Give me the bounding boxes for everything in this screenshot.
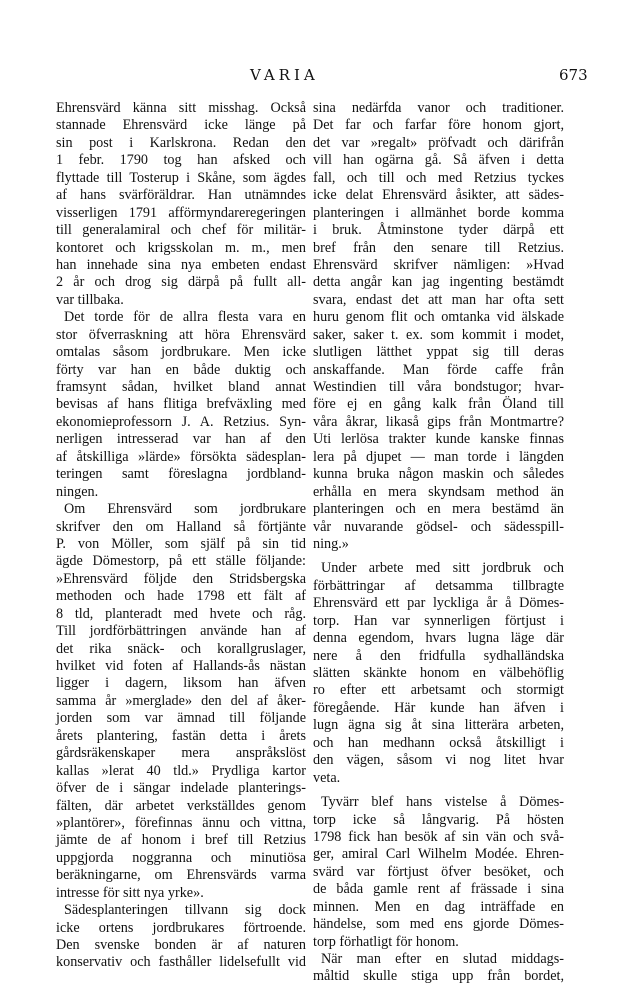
text-line: P. von Möller, som själf på sin tid <box>56 535 306 552</box>
text-line: ekonomieprofessorn J. A. Retzius. Syn- <box>56 413 306 430</box>
text-line: vår nuvarande gödsel- och sädesspill- <box>313 518 564 535</box>
paragraph-gap <box>313 787 564 794</box>
text-line: lugn ägna sig åt sina litterära arbeten, <box>313 717 564 734</box>
text-line: visserligen 1791 afförmyndareregeringen <box>56 204 306 221</box>
text-line: det rika snäck- och korallgruslager, <box>56 640 306 657</box>
text-line: sin post i Karlskrona. Redan den <box>56 134 306 151</box>
text-line: När man efter en slutad middags- <box>321 951 564 967</box>
right-column <box>313 100 564 986</box>
text-line: nere å den fridfulla sydhalländska <box>313 647 564 664</box>
text-line: kontoret och krigsskolan m. m., men <box>56 239 306 256</box>
running-title: VARIA <box>250 66 319 84</box>
text-line: Uti lerlösa trakter kunde kanske finnas <box>313 431 564 448</box>
text-line: jorden som var ämnad till följande <box>56 710 306 727</box>
text-line: i bruk. Åtminstone tyder därpå ett <box>313 222 564 239</box>
text-line: ger, amiral Carl Wilhelm Modée. Ehren- <box>313 846 564 863</box>
text-line: torp. Han var synnerligen förtjust i <box>313 612 564 629</box>
text-line: Till jordförbättringen använde han af <box>56 623 306 640</box>
text-line: planteringen och en mera bestämd än <box>313 501 564 518</box>
text-line: 2 år och drog sig därpå på fullt all- <box>56 274 306 291</box>
text-line: erhålla en mera skyndsam method än <box>313 483 564 500</box>
text-line: kallas »lerat 40 tld.» Prydliga kartor <box>56 762 306 779</box>
text-line: slutligen lätthet yppat sig till deras <box>313 344 564 361</box>
text-line: fälten, där arbetet verkställdes genom <box>56 797 306 814</box>
text-line: minnen. Men en dag inträffade en <box>313 898 564 915</box>
paragraph-gap <box>313 553 564 560</box>
text-line: teringen samt föreslagna jordbland- <box>56 466 306 483</box>
text-line: 1 febr. 1790 tog han afsked och <box>56 152 306 169</box>
text-line: Det far och farfar före honom gjort, <box>313 117 564 134</box>
text-line: stannade Ehrensvärd icke länge på <box>56 117 306 134</box>
text-line: svara, endast det att man har ofta sett <box>313 291 564 308</box>
text-line: nerligen intresserad var han af den <box>56 431 306 448</box>
text-line: »Ehrensvärd följde den Stridsbergska <box>56 570 306 587</box>
text-line: methoden och hade 1798 ett fält af <box>56 588 306 605</box>
text-line: gårdsräkenskaper mera anspråkslöst <box>56 745 306 762</box>
text-line: måltid skulle stiga upp från bordet, <box>313 968 564 985</box>
text-line: stor öfverraskning att höra Ehrensvärd <box>56 326 306 343</box>
running-head <box>0 66 640 86</box>
text-line: Ehrensvärd ett par lyckliga år å Dömes- <box>313 595 564 612</box>
text-line: våra åkrar, likaså gips från Montmartre? <box>313 413 564 430</box>
text-line: icke delat Ehrensvärd åsikter, att sädes- <box>313 187 564 204</box>
text-line: Westindien till våra bondstugor; hvar- <box>313 379 564 395</box>
text-line: de båda gamle rent af frässade i sina <box>313 881 564 898</box>
text-line: ägde Dömestorp, på ett ställe följande: <box>56 553 306 570</box>
text-line: Ehrensvärd skrifver nämligen: »Hvad <box>313 256 564 273</box>
text-line: detta angår kan jag ingenting bestämdt <box>313 274 564 291</box>
text-line: Den svenske bonden är af naturen <box>56 937 306 953</box>
text-line: Sädesplanteringen tillvann sig dock <box>64 902 306 919</box>
text-line: konservativ och fasthåller lidelsefullt vid <box>56 954 306 971</box>
text-line: förbättringar af detsamma tillbragte <box>313 577 564 594</box>
text-line: Om Ehrensvärd som jordbrukare <box>64 501 306 518</box>
text-line: torp förhatligt för honom. <box>313 933 459 950</box>
text-line: af åtskilliga »lärde» försökta sädesplan- <box>56 448 306 465</box>
text-line: af hans svärföräldrar. Han utnämndes <box>56 187 306 204</box>
text-line: kunna bruka någon maskin och således <box>313 466 564 483</box>
text-line: Ehrensvärd känna sitt misshag. Också <box>56 100 306 116</box>
text-line: till generalamiral och chef för militär- <box>56 222 306 239</box>
text-line: veta. <box>313 769 341 786</box>
text-line: före ej en gång kalk från Öland till <box>313 396 564 413</box>
page-number: 673 <box>559 66 588 84</box>
text-line: ro efter ett arbetsamt och stormigt <box>313 682 564 699</box>
text-line: årets plantering, fastän detta i årets <box>56 727 306 744</box>
text-line: »plantörer», förefinnas ännu och vittna, <box>56 814 306 831</box>
text-line: sina nedärfda vanor och traditioner. <box>313 100 564 116</box>
text-line: intresse för sitt nya yrke». <box>56 884 204 901</box>
text-line: lera på djupet — man torde i längden <box>313 448 564 465</box>
text-line: ning.» <box>313 535 349 552</box>
text-line: det var »regalt» pröfvadt och därifrån <box>313 134 564 151</box>
text-line: han innehade sina nya embeten endast <box>56 256 306 273</box>
text-line: ligger i dagern, liksom han äfven <box>56 675 306 692</box>
text-line: hvilket vid foten af Hallands-ås nästan <box>56 658 306 674</box>
text-line: beräkningarne, om Ehrensvärds varma <box>56 867 306 884</box>
text-line: saker, saker t. ex. som kommit i modet, <box>313 326 564 343</box>
text-line: och han medhann också åtskilligt i <box>313 734 564 751</box>
text-line: omtalas såsom jordbrukare. Men icke <box>56 344 306 361</box>
text-line: bref från den senare till Retzius. <box>313 239 564 256</box>
text-line: anskaffande. Man förde caffe från <box>313 361 564 378</box>
text-line: huru genom flit och omtanka vid älskade <box>313 309 564 326</box>
text-line: svärd var förtjust öfver besöket, och <box>313 863 564 880</box>
text-line: bevisas af hans flitiga brefväxling med <box>56 396 306 413</box>
text-line: denna egendom, hvars lugna läge där <box>313 630 564 647</box>
text-line: ningen. <box>56 483 99 500</box>
text-line: skrifver den om Halland så förtjänte <box>56 518 306 535</box>
text-line: framsynt sådan, hvilket bland annat <box>56 379 306 395</box>
text-line: samma år »merglade» den del af åker- <box>56 692 306 709</box>
text-line: uppgjorda noggranna och minutiösa <box>56 849 306 866</box>
text-line: planteringen i allmänhet borde komma <box>313 204 564 221</box>
text-line: föregående. Här kunde han äfven i <box>313 699 564 716</box>
text-line: icke ortens jordbrukares förtroende. <box>56 919 306 936</box>
text-line: Under arbete med sitt jordbruk och <box>321 560 564 577</box>
text-line: 1798 fick han besök af sin vän och svå- <box>313 828 564 845</box>
text-line: händelse, som med ens gjorde Dömes- <box>313 916 564 933</box>
text-line: slätten skänkte honom en välbehöflig <box>313 665 564 681</box>
text-line: vill han ogärna gå. Så äfven i detta <box>313 152 564 169</box>
text-line: förty var han en både duktig och <box>56 361 306 378</box>
text-line: fall, och till och med Retzius tyckes <box>313 169 564 186</box>
text-line: torp icke så långvarig. På hösten <box>313 811 564 828</box>
text-line: öfver de i sängar indelade planterings- <box>56 780 306 797</box>
text-line: var tillbaka. <box>56 291 124 308</box>
text-line: flyttade till Tosterup i Skåne, som ägdes <box>56 169 306 186</box>
left-column <box>56 100 306 972</box>
text-line: den vägen, såsom vi nog litet hvar <box>313 752 564 769</box>
text-line: 8 tld, planteradt med hvete och råg. <box>56 605 306 622</box>
text-line: Det torde för de allra flesta vara en <box>64 309 306 326</box>
text-line: Tyvärr blef hans vistelse å Dömes- <box>321 794 564 811</box>
text-line: jämte de af honom i bref till Retzius <box>56 832 306 849</box>
